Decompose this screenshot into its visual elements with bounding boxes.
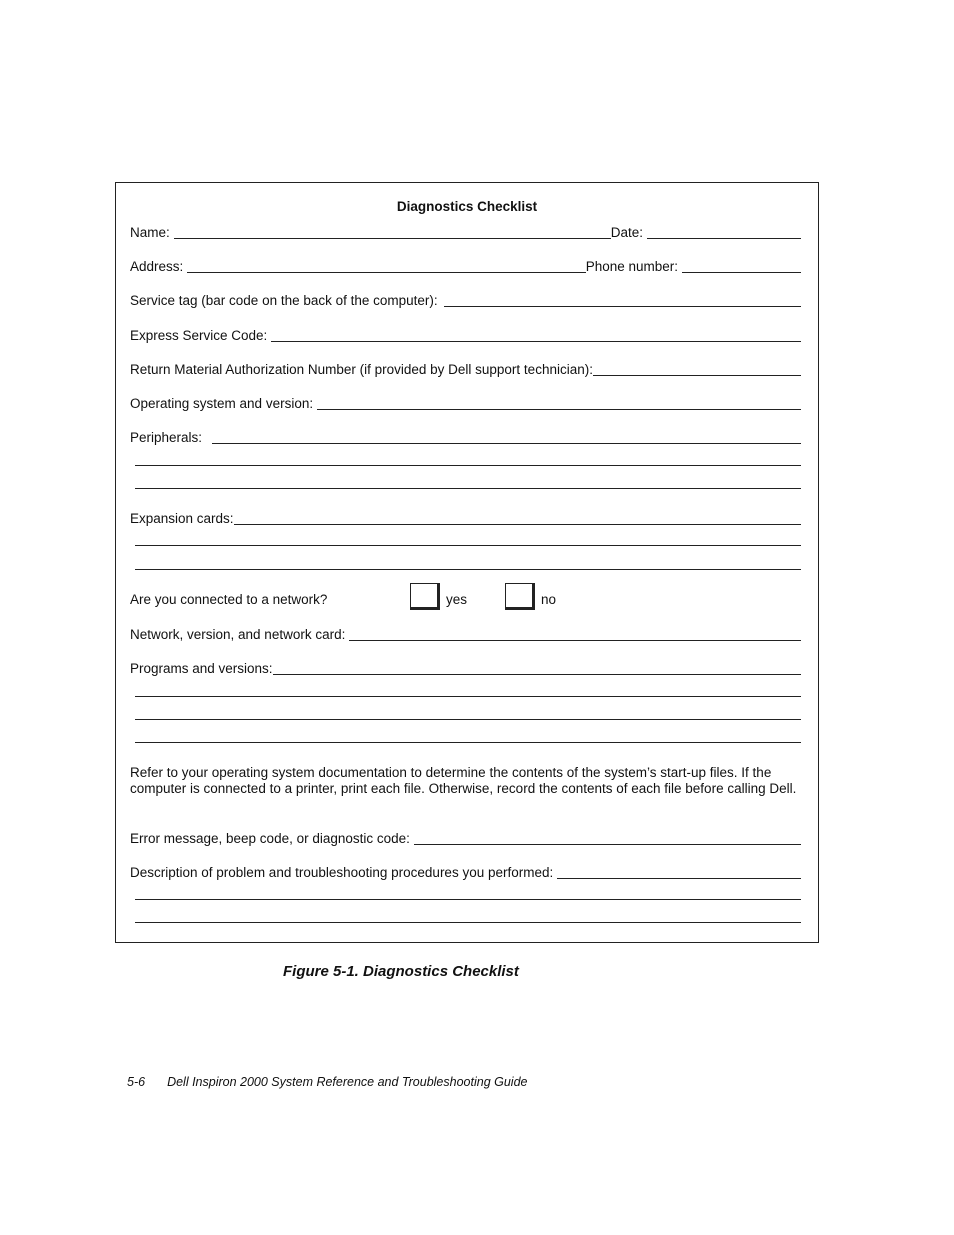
error-code-field[interactable] [414, 844, 801, 845]
description-field[interactable] [557, 878, 801, 879]
network-question-label: Are you connected to a network? [130, 592, 328, 607]
programs-extra-line[interactable] [135, 742, 801, 743]
service-tag-label: Service tag (bar code on the back of the computer): [130, 293, 438, 308]
peripherals-extra-line[interactable] [135, 465, 801, 466]
book-title: Dell Inspiron 2000 System Reference and Troubleshooting Guide [167, 1075, 528, 1089]
phone-label: Phone number: [585, 259, 678, 274]
peripherals-field[interactable] [212, 443, 801, 444]
description-extra-line[interactable] [135, 899, 801, 900]
network-question-row [130, 583, 801, 611]
rma-label: Return Material Authorization Number (if provided by Dell support technician): [130, 362, 593, 377]
peripherals-extra-line[interactable] [135, 488, 801, 489]
service-tag-field[interactable] [444, 306, 801, 307]
programs-extra-line[interactable] [135, 719, 801, 720]
startup-files-note: Refer to your operating system documentation to determine the contents of the system’s start-up files. If the computer is connected to a printer, print each file. Otherwise, record the contents of each file before calling Dell. [130, 765, 797, 796]
page-footer [127, 1075, 527, 1089]
programs-extra-line[interactable] [135, 696, 801, 697]
no-checkbox[interactable] [505, 583, 535, 610]
network-card-row [130, 625, 801, 643]
programs-row [130, 659, 801, 677]
os-field[interactable] [317, 409, 801, 410]
os-row [130, 394, 801, 412]
date-field[interactable] [647, 238, 801, 239]
description-label: Description of problem and troubleshooting procedures you performed: [130, 865, 554, 880]
rma-row [130, 360, 801, 378]
address-label: Address: [130, 259, 184, 274]
os-label: Operating system and version: [130, 396, 314, 411]
error-code-label: Error message, beep code, or diagnostic code: [130, 831, 410, 846]
expansion-label: Expansion cards: [130, 511, 234, 526]
error-code-row [130, 829, 801, 847]
service-tag-row [130, 291, 801, 309]
no-label: no [541, 592, 557, 607]
diagnostics-checklist-form [115, 182, 819, 943]
network-card-field[interactable] [349, 640, 801, 641]
description-extra-line[interactable] [135, 922, 801, 923]
phone-field[interactable] [682, 272, 801, 273]
address-field[interactable] [187, 272, 585, 273]
express-code-row [130, 326, 801, 344]
peripherals-label: Peripherals: [130, 430, 203, 445]
page-number: 5-6 [127, 1075, 146, 1089]
yes-checkbox[interactable] [410, 583, 440, 610]
expansion-extra-line[interactable] [135, 545, 801, 546]
description-row [130, 863, 801, 881]
rma-field[interactable] [593, 375, 801, 376]
expansion-row [130, 509, 801, 527]
yes-label: yes [446, 592, 468, 607]
programs-field[interactable] [273, 674, 801, 675]
express-code-label: Express Service Code: [130, 328, 268, 343]
expansion-field[interactable] [234, 524, 801, 525]
express-code-field[interactable] [271, 341, 801, 342]
name-label: Name: [130, 225, 170, 240]
address-phone-row [130, 257, 801, 275]
figure-caption: Figure 5-1. Diagnostics Checklist [283, 963, 519, 980]
programs-label: Programs and versions: [130, 661, 273, 676]
name-field[interactable] [174, 238, 611, 239]
peripherals-row [130, 428, 801, 446]
checklist-title: Diagnostics Checklist [396, 199, 538, 214]
date-label: Date: [610, 225, 643, 240]
expansion-extra-line[interactable] [135, 569, 801, 570]
name-date-row [130, 223, 801, 241]
network-card-label: Network, version, and network card: [130, 627, 346, 642]
